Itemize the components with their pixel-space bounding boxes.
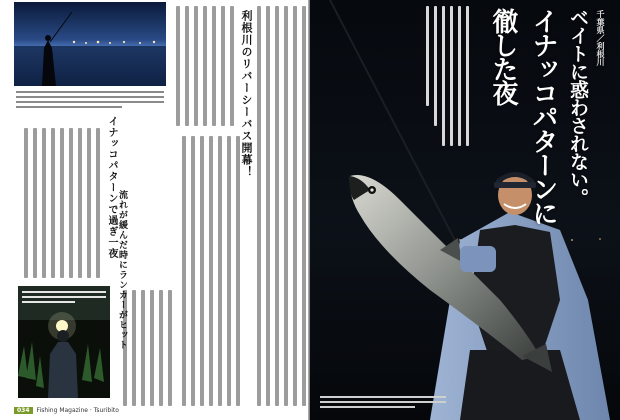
- right-page: [310, 0, 620, 420]
- section-heading-2: イナッコパターンで過ぎ一夜: [106, 116, 117, 259]
- text-column-3: [14, 128, 100, 278]
- lede-text-block: [426, 6, 469, 146]
- text-column-2-top: [170, 6, 234, 126]
- headline-line-1: ベイトに惑わされない。: [567, 8, 589, 206]
- text-column-1: [250, 6, 306, 406]
- main-photo-caption: [320, 393, 446, 408]
- magazine-name: Fishing Magazine · Tsuribito: [36, 407, 119, 414]
- headline-block: [485, 8, 606, 224]
- text-column-2-bottom: [176, 136, 240, 406]
- photo-angler-landing: [18, 286, 110, 398]
- night-river-image: [14, 2, 166, 86]
- headline-line-2: イナッコパターンに: [528, 8, 558, 224]
- page-number: 034: [14, 407, 33, 414]
- photo-top-caption: [14, 88, 166, 118]
- location-tag: 千葉県／利根川: [596, 10, 605, 66]
- section-heading-3: 流れが緩んだ時にランカーがヒット: [117, 190, 127, 350]
- section-heading-1: 利根川のリバーシーバス開幕！: [240, 10, 253, 178]
- left-page-footer: [14, 407, 119, 414]
- headline-line-3: 徹した夜: [488, 8, 518, 104]
- photo-night-river-angler: [14, 2, 166, 86]
- photo-bottom-caption: [20, 288, 108, 303]
